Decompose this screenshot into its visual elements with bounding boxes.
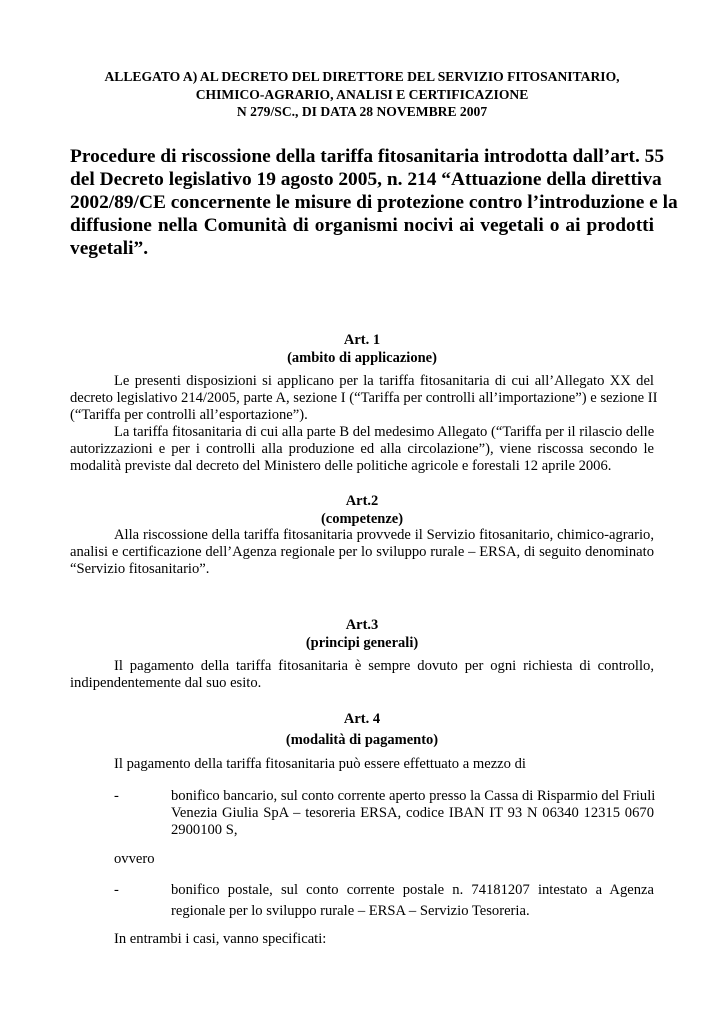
- article-2-paragraph-1: [70, 527, 654, 579]
- article-3-heading: [70, 617, 654, 652]
- article-4-heading: [70, 709, 654, 751]
- text-line: Venezia Giulia SpA – tesoreria ERSA, codice IBAN IT 93 N 06340 12315 0670: [171, 805, 654, 822]
- header-line: CHIMICO-AGRARIO, ANALISI E CERTIFICAZIONE: [195, 86, 529, 102]
- article-subtitle: (ambito di applicazione): [287, 349, 437, 366]
- text-line: (“Tariffa per controlli all’esportazione”).: [70, 407, 308, 424]
- title-line: diffusione nella Comunità di organismi nocivi ai vegetali o ai prodotti: [70, 215, 654, 236]
- article-4-closing: [114, 931, 654, 948]
- article-number: Art.2: [345, 493, 379, 509]
- text-line: “Servizio fitosanitario”.: [70, 561, 210, 578]
- text-line: In entrambi i casi, vanno specificati:: [114, 931, 327, 947]
- article-number: Art. 1: [343, 332, 381, 348]
- document-title: [70, 145, 678, 260]
- payment-option-postal: [70, 880, 654, 922]
- text-line: Le presenti disposizioni si applicano per la tariffa fitosanitaria di cui all’Allegato XX del: [114, 373, 654, 389]
- article-subtitle: (competenze): [320, 510, 404, 527]
- header-line: ALLEGATO A) AL DECRETO DEL DIRETTORE DEL SERVIZIO FITOSANITARIO,: [104, 69, 620, 84]
- text-line: indipendentemente dal suo esito.: [70, 675, 262, 692]
- article-4-intro: [70, 756, 654, 773]
- article-1-paragraph-1: [70, 373, 658, 425]
- article-1-paragraph-2: [70, 424, 654, 476]
- text-line: ovvero: [114, 851, 155, 867]
- title-line: 2002/89/CE concernente le misure di protezione contro l’introduzione e la: [70, 192, 678, 213]
- text-line: decreto legislativo 214/2005, parte A, sezione I (“Tariffa per controlli all’importazione”) e sezione II: [70, 390, 658, 407]
- article-4-or: [114, 851, 654, 868]
- text-line: regionale per lo sviluppo rurale – ERSA – Servizio Tesoreria.: [171, 903, 530, 919]
- document-header: [70, 68, 654, 121]
- text-line: bonifico postale, sul conto corrente postale n. 74181207 intestato a Agenza: [171, 882, 654, 898]
- article-number: Art. 4: [343, 711, 381, 727]
- text-line: modalità previste dal decreto del Ministero delle politiche agricole e forestali 12 aprile 2006.: [70, 458, 612, 475]
- text-line: autorizzazioni e per i controlli alla produzione ed alla circolazione”), viene riscossa secondo le: [70, 441, 654, 458]
- article-subtitle: (modalità di pagamento): [285, 732, 439, 748]
- text-line: 2900100 S,: [171, 822, 238, 839]
- text-line: Il pagamento della tariffa fitosanitaria è sempre dovuto per ogni richiesta di controllo,: [114, 658, 654, 674]
- text-line: bonifico bancario, sul conto corrente aperto presso la Cassa di Risparmio del Friuli: [171, 788, 656, 804]
- title-line: vegetali”.: [70, 238, 149, 259]
- text-line: Alla riscossione della tariffa fitosanitaria provvede il Servizio fitosanitario, chimico-agrario,: [114, 527, 654, 543]
- text-line: Il pagamento della tariffa fitosanitaria può essere effettuato a mezzo di: [114, 756, 526, 772]
- title-line: Procedure di riscossione della tariffa fitosanitaria introdotta dall’art. 55: [70, 146, 665, 167]
- list-dash: -: [114, 788, 119, 804]
- article-1-heading: [70, 332, 654, 367]
- text-line: La tariffa fitosanitaria di cui alla parte B del medesimo Allegato (“Tariffa per il rilascio delle: [114, 424, 655, 440]
- header-line: N 279/SC., DI DATA 28 NOVEMBRE 2007: [236, 104, 488, 119]
- text-line: analisi e certificazione dell’Agenza regionale per lo sviluppo rurale – ERSA, di seguito denominato: [70, 544, 654, 561]
- list-dash: -: [114, 882, 119, 898]
- title-line: del Decreto legislativo 19 agosto 2005, n. 214 “Attuazione della direttiva: [70, 169, 662, 190]
- payment-option-bank: [70, 788, 654, 840]
- article-3-paragraph-1: [70, 658, 654, 692]
- article-subtitle: (principi generali): [305, 634, 419, 651]
- article-number: Art.3: [345, 617, 379, 633]
- article-2-heading: [70, 493, 654, 528]
